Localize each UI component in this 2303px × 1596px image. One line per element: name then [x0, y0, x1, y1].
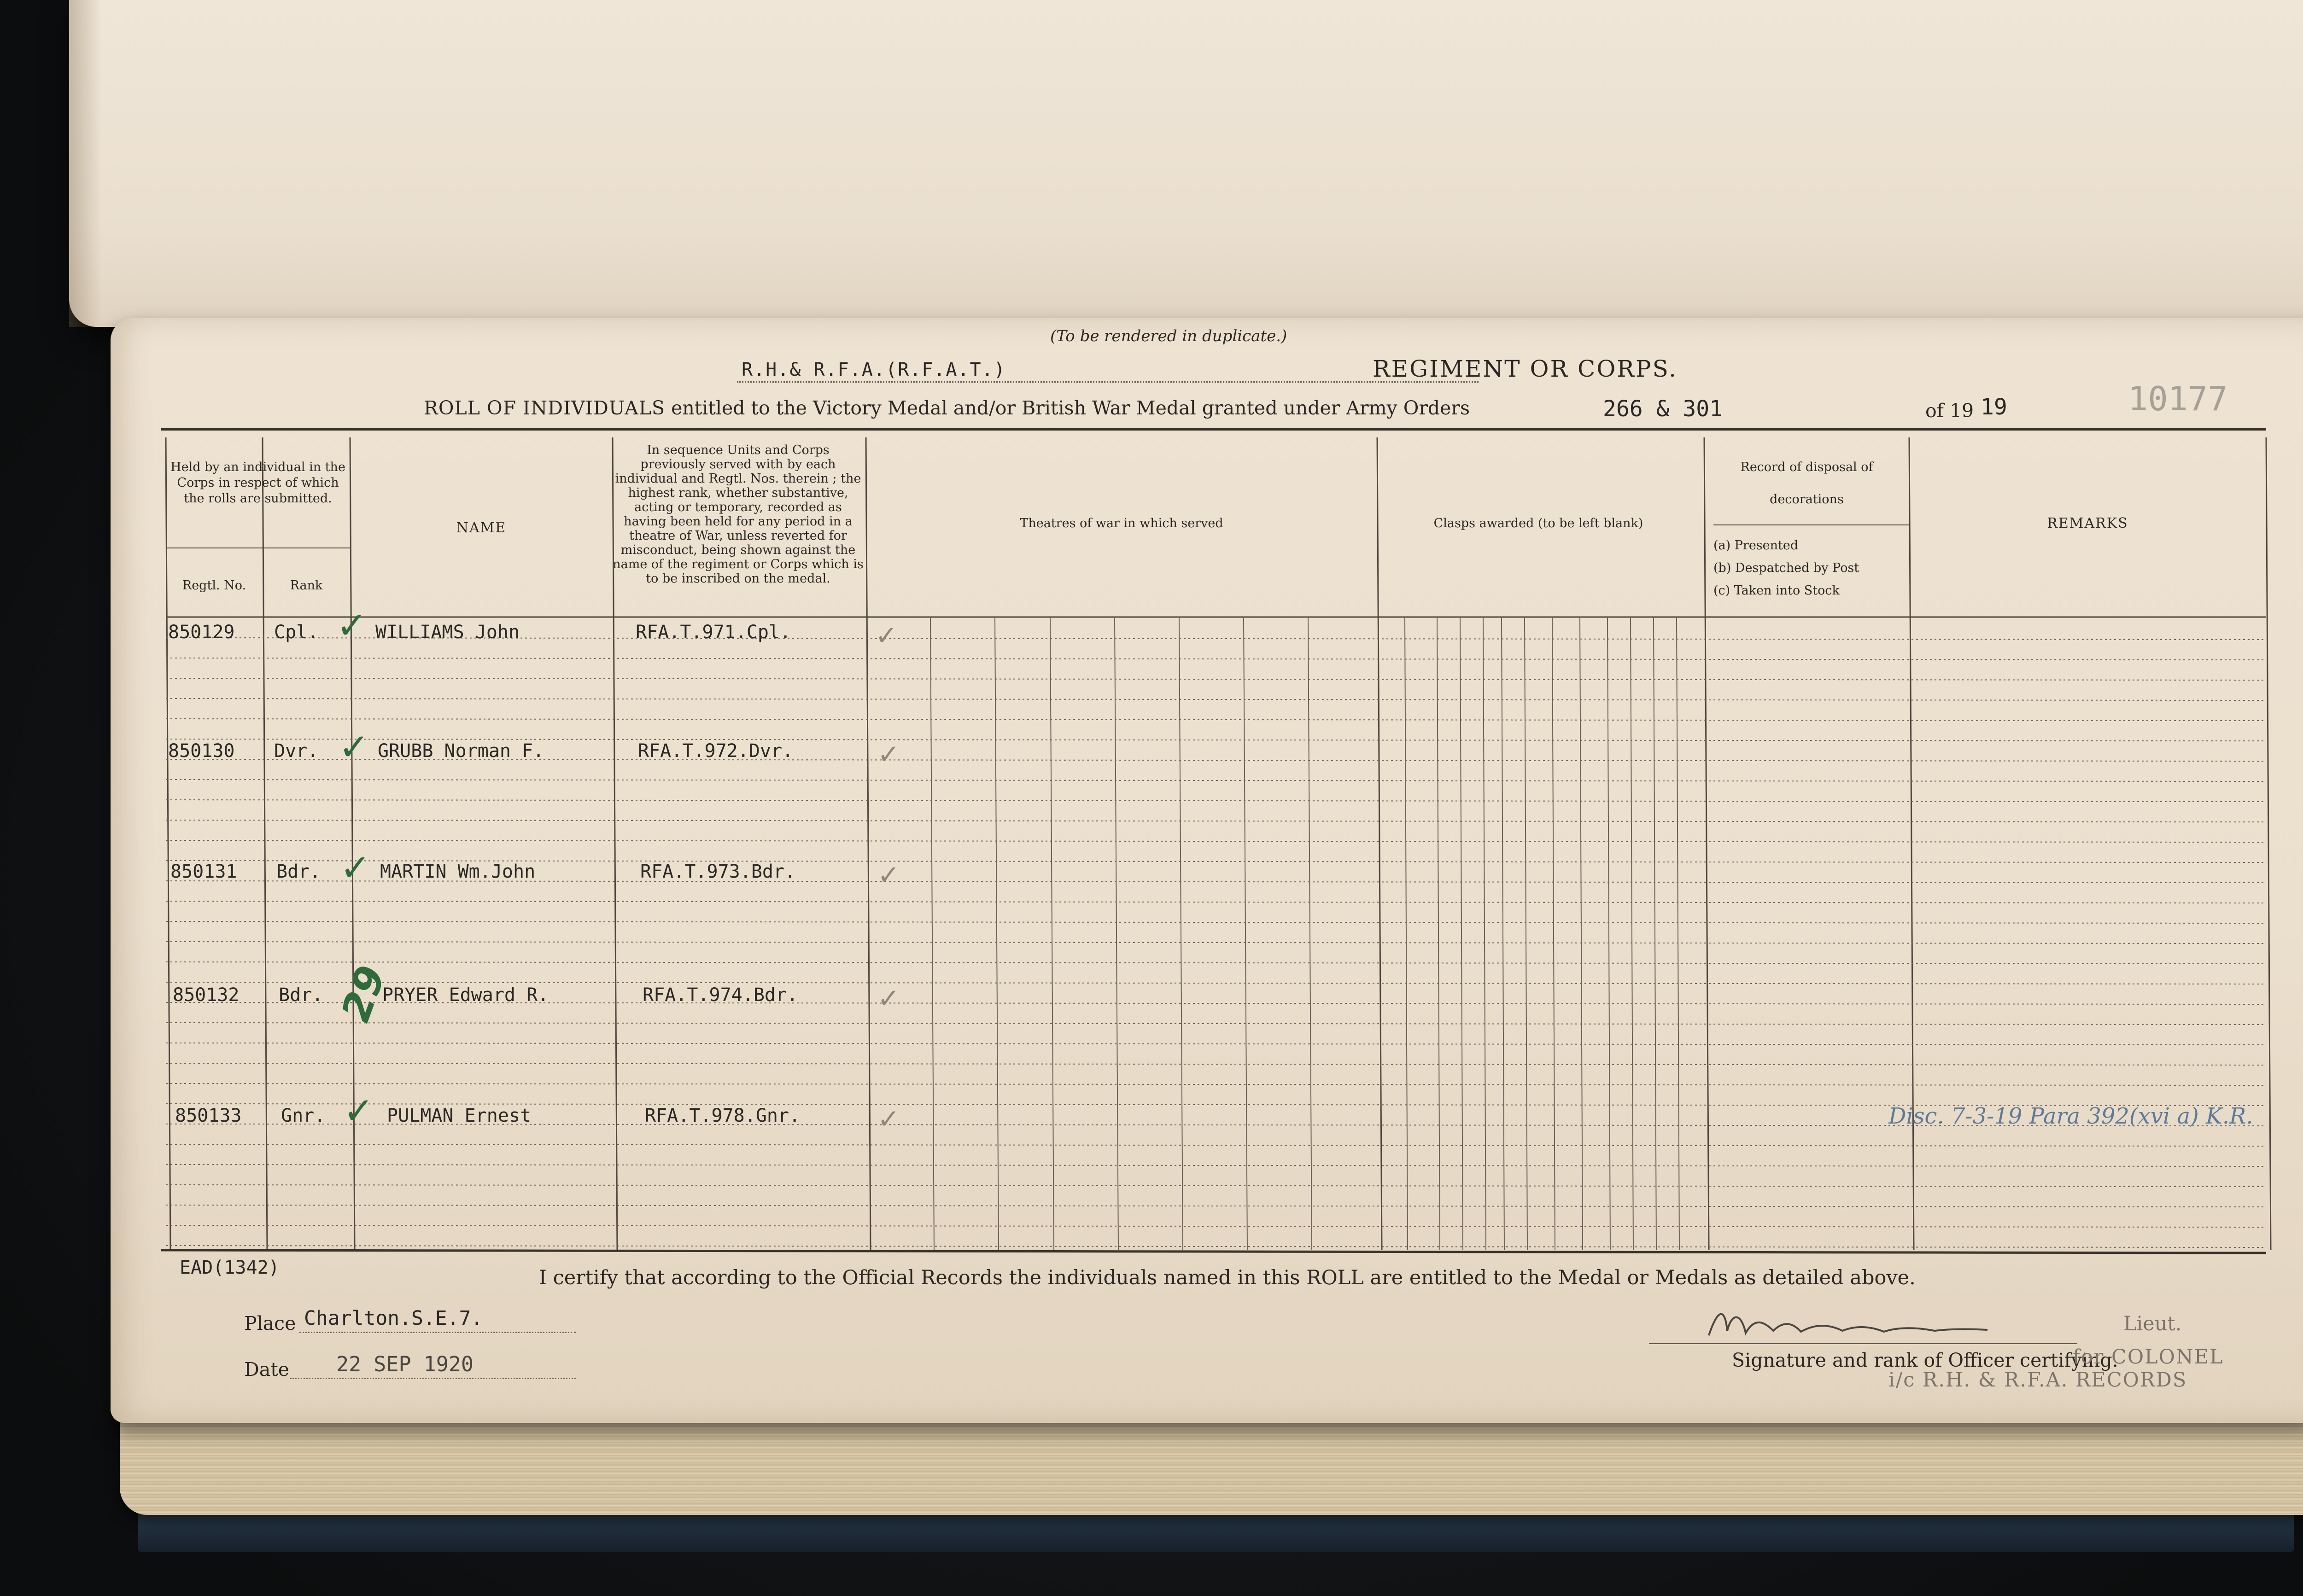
entry-regtl-no: 850132 — [173, 984, 240, 1006]
disposal-option-post: (b) Despatched by Post — [1713, 561, 1859, 575]
entry-units: RFA.T.971.Cpl. — [636, 622, 791, 643]
row-dotted-rule — [166, 1165, 2266, 1166]
entry-name: MARTIN Wm.John — [380, 861, 536, 882]
entry-regtl-no: 850129 — [168, 622, 235, 643]
row-dotted-rule — [166, 962, 2266, 964]
entry-check-mark: ✓ — [339, 726, 370, 769]
signature-caption: Signature and rank of Officer certifying. — [1732, 1349, 2118, 1371]
entry-check-mark: 29 — [333, 960, 395, 1028]
entry-rank: Cpl. — [274, 622, 319, 643]
roll-title-rest: entitled to the Victory Medal and/or British War Medal granted under Army Orders — [671, 397, 1470, 419]
page-gutter-shadow — [69, 0, 101, 327]
clasp-subrule — [1552, 617, 1555, 1250]
upper-turned-page — [69, 0, 2303, 327]
clasp-subrule — [1502, 617, 1504, 1250]
clasp-subrule — [1631, 617, 1633, 1250]
entry-rank: Bdr. — [276, 861, 321, 882]
header-disposal-options — [1713, 534, 1909, 602]
clasp-subrule — [1654, 617, 1656, 1250]
entry-remarks: Disc. 7-3-19 Para 392(xvi a) K.R. — [1888, 1103, 2253, 1129]
officer-records-office: i/c R.H. & R.F.A. RECORDS — [1888, 1369, 2187, 1392]
row-dotted-rule — [166, 1043, 2266, 1045]
disposal-option-stock: (c) Taken into Stock — [1713, 583, 1840, 598]
table-bottom-rule — [161, 1250, 2266, 1253]
form-code: EAD(1342) — [180, 1257, 280, 1278]
signature-line — [1649, 1343, 2077, 1344]
theatre-subrule — [1179, 617, 1183, 1250]
year-suffix: 19 — [1981, 394, 2007, 420]
entry-rank: Bdr. — [279, 984, 323, 1006]
row-dotted-rule — [166, 678, 2266, 680]
roll-entry — [111, 726, 2303, 782]
officer-signature — [1704, 1303, 1990, 1345]
disposal-option-presented: (a) Presented — [1713, 538, 1799, 553]
corps-typed: R.H.& R.F.A.(R.F.A.T.) — [742, 359, 1006, 380]
entry-check-mark: ✓ — [336, 604, 368, 647]
entry-regtl-no: 850131 — [170, 861, 237, 882]
theatre-subrule — [1308, 617, 1312, 1250]
roll-page — [111, 318, 2303, 1423]
row-dotted-rule — [166, 1246, 2266, 1247]
entry-rank: Gnr. — [281, 1105, 326, 1126]
row-dotted-rule — [166, 1205, 2266, 1207]
entry-theatre-mark: ✓ — [877, 859, 900, 891]
place-label: Place — [244, 1312, 296, 1334]
clasp-subrule — [1483, 617, 1486, 1250]
row-dotted-rule — [166, 1225, 2266, 1227]
row-dotted-rule — [166, 840, 2266, 842]
entry-theatre-mark: ✓ — [877, 739, 900, 770]
clasp-subrule — [1607, 617, 1610, 1250]
clasp-subrule — [1405, 617, 1408, 1250]
entry-units: RFA.T.978.Gnr. — [645, 1105, 801, 1126]
entry-regtl-no: 850133 — [175, 1105, 242, 1126]
roll-number: 10177 — [2128, 379, 2228, 418]
roll-entry — [111, 846, 2303, 903]
row-dotted-rule — [166, 820, 2266, 822]
theatre-subrule — [1244, 617, 1247, 1250]
entry-check-mark: ✓ — [343, 1089, 374, 1132]
clasp-subrule — [1437, 617, 1440, 1250]
header-theatres: Theatres of war in which served — [1020, 516, 1223, 530]
entry-theatre-mark: ✓ — [877, 983, 900, 1014]
theatre-subrule — [995, 617, 999, 1250]
clasp-subrule — [1460, 617, 1463, 1250]
roll-entry — [111, 960, 2303, 1028]
header-sequence-units: In sequence Units and Corps previously served with by each individual and Regtl. Nos. therein ; the highest rank, whether substantive, acting or temporary, recorded as having been held for any period in a theatre of War, unless reverted for misconduct, being shown against the name of the regiment or Corps which is to be inscribed on the medal. — [613, 443, 864, 586]
entry-theatre-mark: ✓ — [877, 1103, 900, 1135]
theatre-subrule — [1050, 617, 1054, 1250]
place-value: Charlton.S.E.7. — [304, 1307, 483, 1330]
entry-units: RFA.T.972.Dvr. — [638, 740, 794, 762]
regiment-label: REGIMENT OR CORPS. — [1373, 355, 1678, 382]
entry-name: PRYER Edward R. — [382, 984, 549, 1006]
entry-name: PULMAN Ernest — [387, 1105, 532, 1126]
theatre-subrule — [1115, 617, 1118, 1250]
officer-rank-lieut: Lieut. — [2123, 1312, 2182, 1335]
clasp-subrule — [1677, 617, 1679, 1250]
date-label: Date — [244, 1358, 290, 1380]
row-dotted-rule — [166, 921, 2266, 923]
roll-title-caps: ROLL OF INDIVIDUALS — [424, 397, 666, 419]
header-rank: Rank — [290, 578, 323, 593]
entry-units: RFA.T.973.Bdr. — [640, 861, 796, 882]
entry-name: GRUBB Norman F. — [378, 740, 544, 762]
duplicate-note: (To be rendered in duplicate.) — [1050, 327, 1287, 345]
roll-entry — [111, 1089, 2303, 1147]
army-orders: 266 & 301 — [1603, 396, 1723, 422]
date-dotted-line — [290, 1378, 576, 1379]
header-held-by: Held by an individual in the Corps in respect of which the rolls are submitted. — [170, 460, 345, 506]
row-dotted-rule — [166, 1083, 2266, 1085]
header-name: NAME — [456, 520, 507, 536]
officer-rank-colonel: for COLONEL — [2073, 1346, 2224, 1369]
entry-rank: Dvr. — [274, 740, 319, 762]
row-dotted-rule — [166, 1063, 2266, 1065]
entry-name: WILLIAMS John — [375, 622, 520, 643]
row-dotted-rule — [166, 699, 2266, 700]
year-prefix: of 19 — [1925, 400, 1974, 422]
clasp-subrule — [1580, 617, 1583, 1250]
header-regtl-no: Regtl. No. — [182, 578, 246, 593]
header-clasps: Clasps awarded (to be left blank) — [1433, 516, 1643, 530]
entry-regtl-no: 850130 — [168, 740, 235, 762]
roll-entry — [111, 604, 2303, 663]
entry-units: RFA.T.974.Bdr. — [643, 984, 798, 1006]
row-dotted-rule — [166, 982, 2266, 984]
place-dotted-line — [299, 1332, 576, 1333]
row-dotted-rule — [166, 800, 2266, 802]
theatre-subrule — [930, 617, 934, 1250]
row-dotted-rule — [166, 1185, 2266, 1187]
header-remarks: REMARKS — [2047, 515, 2128, 531]
header-record-disposal: Record of disposal of decorations — [1740, 460, 1873, 507]
entry-check-mark: ✓ — [340, 846, 371, 889]
row-dotted-rule — [166, 942, 2266, 944]
entry-theatre-mark: ✓ — [875, 620, 898, 651]
row-dotted-rule — [166, 719, 2266, 721]
clasp-subrule — [1525, 617, 1527, 1250]
certification-text: I certify that according to the Official Records the individuals named in this ROLL are entitled to the Medal or Medals as detailed above. — [539, 1266, 1916, 1289]
date-stamp: 22 SEP 1920 — [336, 1352, 474, 1376]
